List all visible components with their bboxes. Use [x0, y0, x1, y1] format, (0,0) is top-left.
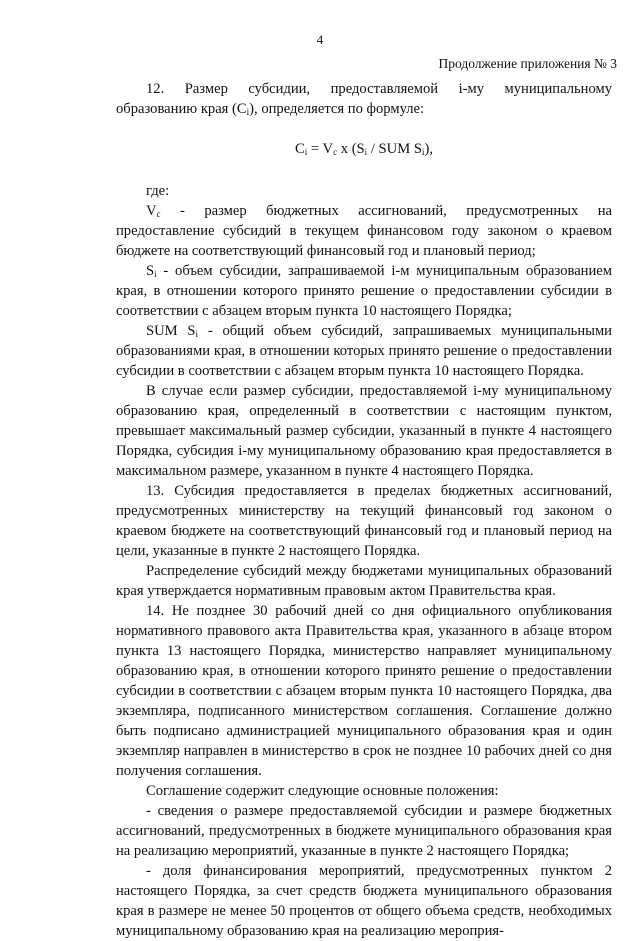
document-body [116, 79, 612, 941]
item-12-max-case: В случае если размер субсидии, предоставляемой i-му муниципальному образованию края, определенный в соответствии с настоящим пунктом, превышает максимальный размер субсидии, указанный в пункте 4 настоящего Порядка, субсидия i-му муниципальному образованию края предоставляется в максимальном размере, указанном в пункте 4 настоящего Порядка. [116, 383, 612, 479]
definition-si: $S_i$ - объем субсидии, запрашиваемой i-м муниципальным образованием края, в отношении которого принято решение о предоставлении субсидии в соответствии с абзацем вторым пункта 10 настоящего Порядка; [116, 263, 612, 319]
item-13-distribution: Распределение субсидий между бюджетами муниципальных образований края утверждается нормативным правовым актом Правительства края. [116, 563, 612, 599]
agreement-bullet-2: - доля финансирования мероприятий, предусмотренных пунктом 2 настоящего Порядка, за счет средств бюджета муниципального образования края в размере не менее 50 процентов от общего объема средств, необходимых муниципальному образованию края на реализацию мероприя- [116, 863, 612, 939]
item-14: 14. Не позднее 30 рабочий дней со дня официального опубликования нормативного правового акта Правительства края, указанного в абзаце втором пункта 13 настоящего Порядка, министерство направляет муниципальному образованию края, в отношении которого принято решение о предоставлении субсидии в соответствии с абзацем вторым пункта 10 настоящего Порядка, два экземпляра, подписанного министерством соглашения. Соглашение должно быть подписано администрацией муниципального образования края и один экземпляр направлен в министерство в срок не позднее 10 рабочих дней со дня получения соглашения. [116, 603, 612, 779]
agreement-provisions-intro: Соглашение содержит следующие основные положения: [146, 783, 499, 799]
definition-vc: $V_c$ - размер бюджетных ассигнований, предусмотренных на предоставление субсидий в текущем финансовом году законом о краевом бюджете на соответствующий финансовый год и плановый период; [116, 203, 612, 259]
item-12-intro: 12. Размер субсидии, предоставляемой i-му муниципальному образованию края $(C_i)$, определяется по формуле: [116, 81, 612, 117]
item-13: 13. Субсидия предоставляется в пределах бюджетных ассигнований, предусмотренных министерству на текущий финансовый год законом о краевом бюджете на соответствующий финансовый год и плановый период на цели, указанные в пункте 2 настоящего Порядка. [116, 483, 612, 559]
where-label: где: [146, 183, 170, 199]
appendix-continuation-label: Продолжение приложения № 3 [438, 56, 617, 71]
subsidy-formula: $C_i = V_c$ x ($S_i$ / SUM $S_i$), [295, 141, 433, 157]
page-number: 4 [316, 32, 324, 47]
definition-sum-si: SUM $S_i$ - общий объем субсидий, запрашиваемых муниципальными образованиями края, в отношении которых принято решение о предоставлении субсидии в соответствии с абзацем вторым пункта 10 настоящего Порядка. [116, 323, 612, 379]
agreement-bullet-1: - сведения о размере предоставляемой субсидии и размере бюджетных ассигнований, предусмотренных в бюджете муниципального образования края на реализацию мероприятий, указанные в пункте 2 настоящего Порядка; [116, 803, 612, 859]
